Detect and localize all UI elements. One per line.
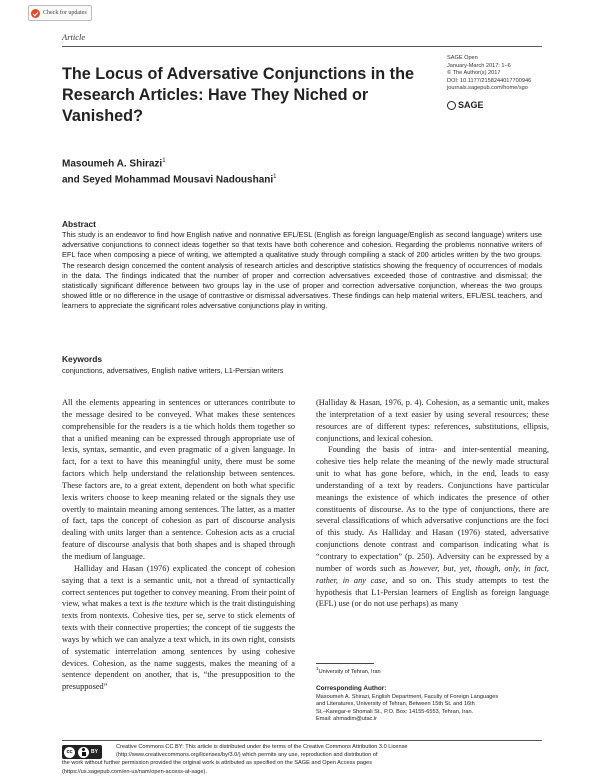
journal-url[interactable]: journals.sagepub.com/home/sgo [447, 85, 528, 92]
author-1-affiliation-mark: 1 [162, 158, 166, 164]
affiliation-mark: 1 [316, 666, 319, 671]
author-2-prefix: and [62, 174, 83, 186]
corresponding-author-details [316, 694, 548, 724]
license-text [62, 743, 542, 776]
author-1-name: Masoumeh A. Shirazi [62, 158, 163, 170]
doi[interactable]: DOI: 10.1177/2158244017700946 [447, 77, 532, 84]
author-2-affiliation-mark: 1 [273, 174, 277, 180]
corresponding-email[interactable]: Email: ahmadim@utac.ir [316, 716, 378, 723]
article-type-label: Article [62, 32, 86, 42]
author-2-name: Seyed Mohammad Mousavi Nadoushani [82, 174, 274, 186]
journal-name: SAGE Open [447, 55, 478, 61]
paper-title: The Locus of Adversative Conjunctions in the Research Articles: Have They Niched or Vanished? [62, 65, 414, 125]
journal-issue: January-March 2017: 1–6 [447, 62, 511, 69]
check-icon [31, 9, 40, 18]
author-1 [62, 158, 166, 169]
license-oa-url-line[interactable]: (https://us.sagepub.com/en-us/nam/open-access-at-sage). [62, 768, 207, 775]
license-line: the work without further permission provided the original work is attributed as specified on the SAGE and Open Access pages [62, 760, 372, 767]
attribution-person-icon [78, 747, 89, 758]
cc-by-label: BY [91, 749, 98, 755]
corresponding-author-heading: Corresponding Author: [316, 685, 387, 692]
sage-logo-text: SAGE [458, 100, 484, 110]
body-paragraph: (Halliday & Hasan, 1976, p. 4). Cohesion, as a semantic unit, makes the interpretation of a text easier by using several resources; these resources are of different types: references, substitutions, ellipsis, conjunctions, and lexical cohesion. [316, 398, 549, 443]
copyright: © The Author(s) 2017 [447, 70, 501, 77]
body-paragraph [62, 563, 295, 693]
header-divider [62, 46, 542, 47]
abstract-text: This study is an endeavor to find how English native and nonnative EFL/ESL (English as foreign language/English as second language) writers use adversative conjunctions to connect ideas together so that texts have both coherence and cohesion. Regarding the problems nonnative writers of EFL face when composing a piece of writing, we attempted a qualitative study through compiling a stack of 200 articles written by the two groups. The research design concerned the content analysis of research articles and descriptive statistics showing the frequency of occurrences of modals in the data. The findings indicated that the number of proper and correction adversatives exceeded those of contrastive and dismissal; the statistically significant difference between two groups lay in the use of proper and correction adversative conjunction, whereas the two groups showed little or no difference in the usage of contrastive or dismissal adversatives. These findings can help material writers, EFL/ESL teachers, and learners to appreciate the significant roles adversative conjunctions play in writing. [62, 230, 542, 311]
journal-info [447, 55, 557, 93]
abstract-heading: Abstract [62, 219, 96, 229]
license-divider [62, 740, 542, 741]
body-text: which is the trait distinguishing texts from nontexts. Cohesive ties, per se, serve to stick elements of texts with their connective properties; the concept of tie suggests the ways by which we can analyze a text which, in its own right, consists of systematic interrelation among sentences by using cohesive devices. Cohesion, as the name suggests, makes the meaning of a sentence dependent on another, that is, “the presupposition to the presupposed” [62, 599, 295, 692]
creative-commons-icon [62, 745, 102, 759]
affiliation [316, 666, 381, 675]
keywords-text: conjunctions, adversatives, English native writers, L1-Persian writers [62, 366, 284, 375]
sage-logo [447, 100, 484, 110]
check-for-updates-label: Check for updates [43, 10, 87, 16]
body-paragraph [316, 444, 549, 610]
affiliation-text: University of Tehran, Iran [318, 668, 381, 675]
body-emphasis: the texture [152, 599, 188, 609]
cc-circle-icon: cc [64, 747, 75, 758]
sage-circle-icon [447, 101, 456, 110]
corresponding-line: St.–Karegar-e Shomali St., P.O. Box: 14155-6553, Tehran, Iran. [316, 708, 474, 715]
author-2 [62, 174, 277, 185]
license-url-line[interactable]: (http://www.creativecommons.org/licenses/by/3.0/) which permits any use, reproduction and distribution of [116, 752, 378, 759]
footnote-divider [316, 663, 374, 664]
corresponding-line: Masoumeh A. Shirazi, English Department, Faculty of Foreign Languages [316, 694, 499, 700]
abstract [62, 219, 542, 312]
keywords-heading: Keywords [62, 354, 103, 364]
body-emphasis: however, but, yet, though, only, in fact, rather, in any case, [316, 563, 549, 585]
body-column-left [62, 397, 295, 693]
body-column-right [316, 397, 549, 610]
license-line: Creative Commons CC BY: This article is distributed under the terms of the Creative Commons Attribution 3.0 License [116, 744, 408, 750]
body-text: and so on. This study attempts to test the hypothesis that L1-Persian learners of English as foreign language (EFL) use (or do not use perhaps) as many [316, 575, 549, 609]
body-text: Halliday and Hasan (1976) explicated the concept of cohesion saying that a text is a semantic unit, not a thread of syntactically correct sentences put together to convey meaning. From their point of view, what makes a text is [62, 563, 295, 609]
body-paragraph: All the elements appearing in sentences or utterances contribute to the message desired to be conveyed. What makes these sentences comprehensible for the readers is a tie which holds them together so that a unified meaning can be expressed through appropriate use of lexis, syntax, semantic, and even pragmatic of a given language. In fact, for a text to have this meaningful unity, there must be some factors which help understand the relationship between sentences. These factors are, to a great extent, dependent on both what specific lexis writers choose to keep meaning related or the signals they use overtly to maintain meaning among sentences. The latter, as a matter of fact, taps the concept of cohesion as part of discourse analysis dealing with units larger than a sentence. Cohesion acts as a crucial feature of discourse analysis that both shapes and is shaped through the medium of language. [62, 398, 295, 561]
check-for-updates-badge[interactable] [28, 5, 92, 21]
corresponding-line: and Literatures, University of Tehran, Between 15th St. and 16th [316, 701, 475, 708]
body-text: Founding the basis of intra- and inter-sentential meaning, cohesive ties help relate the meaning of the newly made structural unit to what has gone before, which, in the end, leads to easy understanding of a text by readers. Conjunctions have particular meanings the existence of which indicates the presence of other constituents of discourse. As to the type of conjunctions, there are several classifications of which adversative conjunctions are the foci of this study. As Halliday and Hasan (1976) stated, adversative conjunctions denote contrast and comparison indicating what is “contrary to expectation” (p. 250). Adversity can be expressed by a number of words such as [316, 445, 549, 573]
